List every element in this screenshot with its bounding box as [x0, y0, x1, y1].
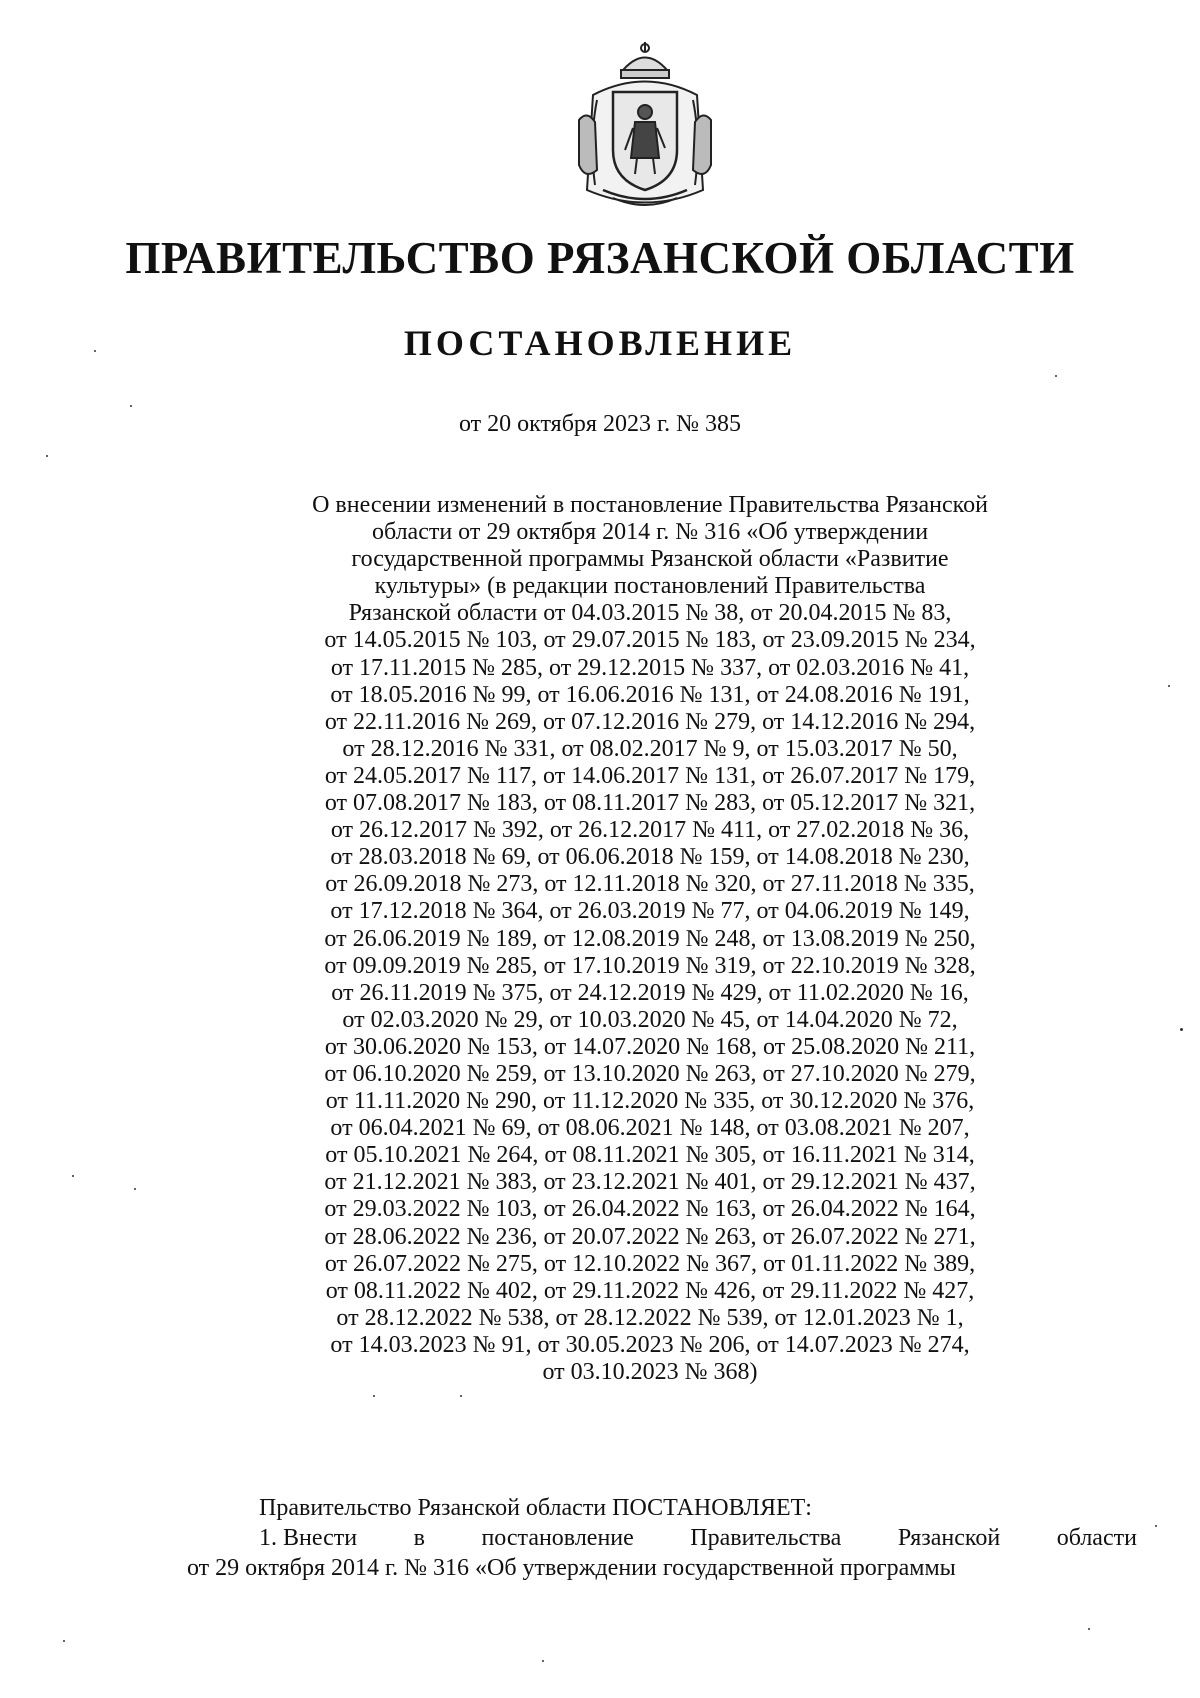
decree-item-1-line-2: от 29 октября 2014 г. № 316 «Об утверждении государственной программы: [187, 1555, 956, 1581]
word: в: [413, 1525, 425, 1551]
scan-speck: [130, 405, 132, 407]
subject-line: О внесении изменений в постановление Правительства Рязанской: [312, 492, 988, 518]
scan-speck: [460, 1395, 462, 1397]
subject-line: от 09.09.2019 № 285, от 17.10.2019 № 319, от 22.10.2019 № 328,: [324, 952, 976, 979]
subject-line: от 24.05.2017 № 117, от 14.06.2017 № 131, от 26.07.2017 № 179,: [324, 762, 976, 789]
subject-line: от 26.07.2022 № 275, от 12.10.2022 № 367, от 01.11.2022 № 389,: [324, 1250, 976, 1277]
scan-speck: [373, 1395, 375, 1397]
subject-line: от 08.11.2022 № 402, от 29.11.2022 № 426, от 29.11.2022 № 427,: [325, 1277, 975, 1304]
subject-line: культуры» (в редакции постановлений Правительства: [374, 573, 926, 600]
word: Правительства: [690, 1525, 842, 1551]
document-type: ПОСТАНОВЛЕНИЕ: [403, 323, 797, 363]
scan-speck: [1155, 1525, 1157, 1527]
document-subject: [240, 492, 1060, 1386]
scan-speck: [542, 1660, 544, 1662]
subject-line: от 03.10.2023 № 368): [542, 1359, 758, 1385]
subject-line: от 18.05.2016 № 99, от 16.06.2016 № 131, от 24.08.2016 № 191,: [330, 681, 970, 708]
subject-line: от 02.03.2020 № 29, от 10.03.2020 № 45, от 14.04.2020 № 72,: [342, 1006, 958, 1033]
subject-line: от 29.03.2022 № 103, от 26.04.2022 № 163, от 26.04.2022 № 164,: [324, 1196, 976, 1223]
decree-intro: Правительство Рязанской области ПОСТАНОВЛЯЕТ:: [259, 1495, 812, 1521]
subject-line: от 28.12.2022 № 538, от 28.12.2022 № 539, от 12.01.2023 № 1,: [336, 1304, 964, 1331]
ryazan-coat-of-arms-icon: [573, 40, 717, 215]
subject-line: от 14.03.2023 № 91, от 30.05.2023 № 206, от 14.07.2023 № 274,: [330, 1331, 970, 1358]
subject-line: государственной программы Рязанской области «Развитие: [351, 546, 949, 573]
scan-speck: [1055, 375, 1057, 377]
subject-line: от 06.04.2021 № 69, от 08.06.2021 № 148, от 03.08.2021 № 207,: [330, 1115, 970, 1142]
subject-line: Рязанской области от 04.03.2015 № 38, от 20.04.2015 № 83,: [348, 600, 952, 627]
subject-line: от 30.06.2020 № 153, от 14.07.2020 № 168, от 25.08.2020 № 211,: [324, 1033, 976, 1060]
scan-speck: [1168, 685, 1170, 687]
scan-speck: [1180, 1028, 1183, 1031]
word: Рязанской: [897, 1525, 1001, 1551]
subject-line: области от 29 октября 2014 г. № 316 «Об утверждении: [371, 519, 929, 546]
subject-line: от 26.06.2019 № 189, от 12.08.2019 № 248, от 13.08.2019 № 250,: [324, 925, 976, 952]
subject-line: от 28.06.2022 № 236, от 20.07.2022 № 263, от 26.07.2022 № 271,: [324, 1223, 976, 1250]
subject-line: от 17.11.2015 № 285, от 29.12.2015 № 337, от 02.03.2016 № 41,: [330, 654, 970, 681]
decree-item-1-line-1: [187, 1523, 1137, 1553]
subject-line: от 26.12.2017 № 392, от 26.12.2017 № 411, от 27.02.2018 № 36,: [330, 817, 970, 844]
subject-line: от 21.12.2021 № 383, от 23.12.2021 № 401, от 29.12.2021 № 437,: [324, 1169, 976, 1196]
scan-speck: [134, 1188, 136, 1190]
scan-speck: [1088, 1628, 1090, 1630]
subject-line: от 26.11.2019 № 375, от 24.12.2019 № 429, от 11.02.2020 № 16,: [331, 979, 969, 1006]
subject-line: от 28.12.2016 № 331, от 08.02.2017 № 9, от 15.03.2017 № 50,: [342, 735, 958, 762]
subject-line: от 28.03.2018 № 69, от 06.06.2018 № 159, от 14.08.2018 № 230,: [330, 844, 970, 871]
subject-line: от 11.11.2020 № 290, от 11.12.2020 № 335, от 30.12.2020 № 376,: [325, 1088, 975, 1115]
subject-line: от 05.10.2021 № 264, от 08.11.2021 № 305, от 16.11.2021 № 314,: [325, 1142, 975, 1169]
subject-line: от 22.11.2016 № 269, от 07.12.2016 № 279, от 14.12.2016 № 294,: [324, 708, 976, 735]
subject-line: от 14.05.2015 № 103, от 29.07.2015 № 183, от 23.09.2015 № 234,: [324, 627, 976, 654]
subject-line: от 26.09.2018 № 273, от 12.11.2018 № 320, от 27.11.2018 № 335,: [325, 871, 975, 898]
word: постановление: [481, 1525, 634, 1551]
organization-title: ПРАВИТЕЛЬСТВО РЯЗАНСКОЙ ОБЛАСТИ: [125, 233, 1075, 283]
scan-speck: [63, 1640, 65, 1642]
subject-line: от 17.12.2018 № 364, от 26.03.2019 № 77, от 04.06.2019 № 149,: [330, 898, 970, 925]
scan-speck: [94, 350, 96, 352]
decree-body: [187, 1493, 1137, 1583]
word: 1. Внести: [259, 1525, 358, 1551]
subject-line: от 07.08.2017 № 183, от 08.11.2017 № 283, от 05.12.2017 № 321,: [324, 790, 976, 817]
word: области: [1056, 1525, 1137, 1551]
document-date-number: от 20 октября 2023 г. № 385: [458, 411, 741, 437]
subject-line: от 06.10.2020 № 259, от 13.10.2020 № 263, от 27.10.2020 № 279,: [324, 1060, 976, 1087]
scan-speck: [46, 455, 48, 457]
scan-speck: [72, 1175, 74, 1177]
